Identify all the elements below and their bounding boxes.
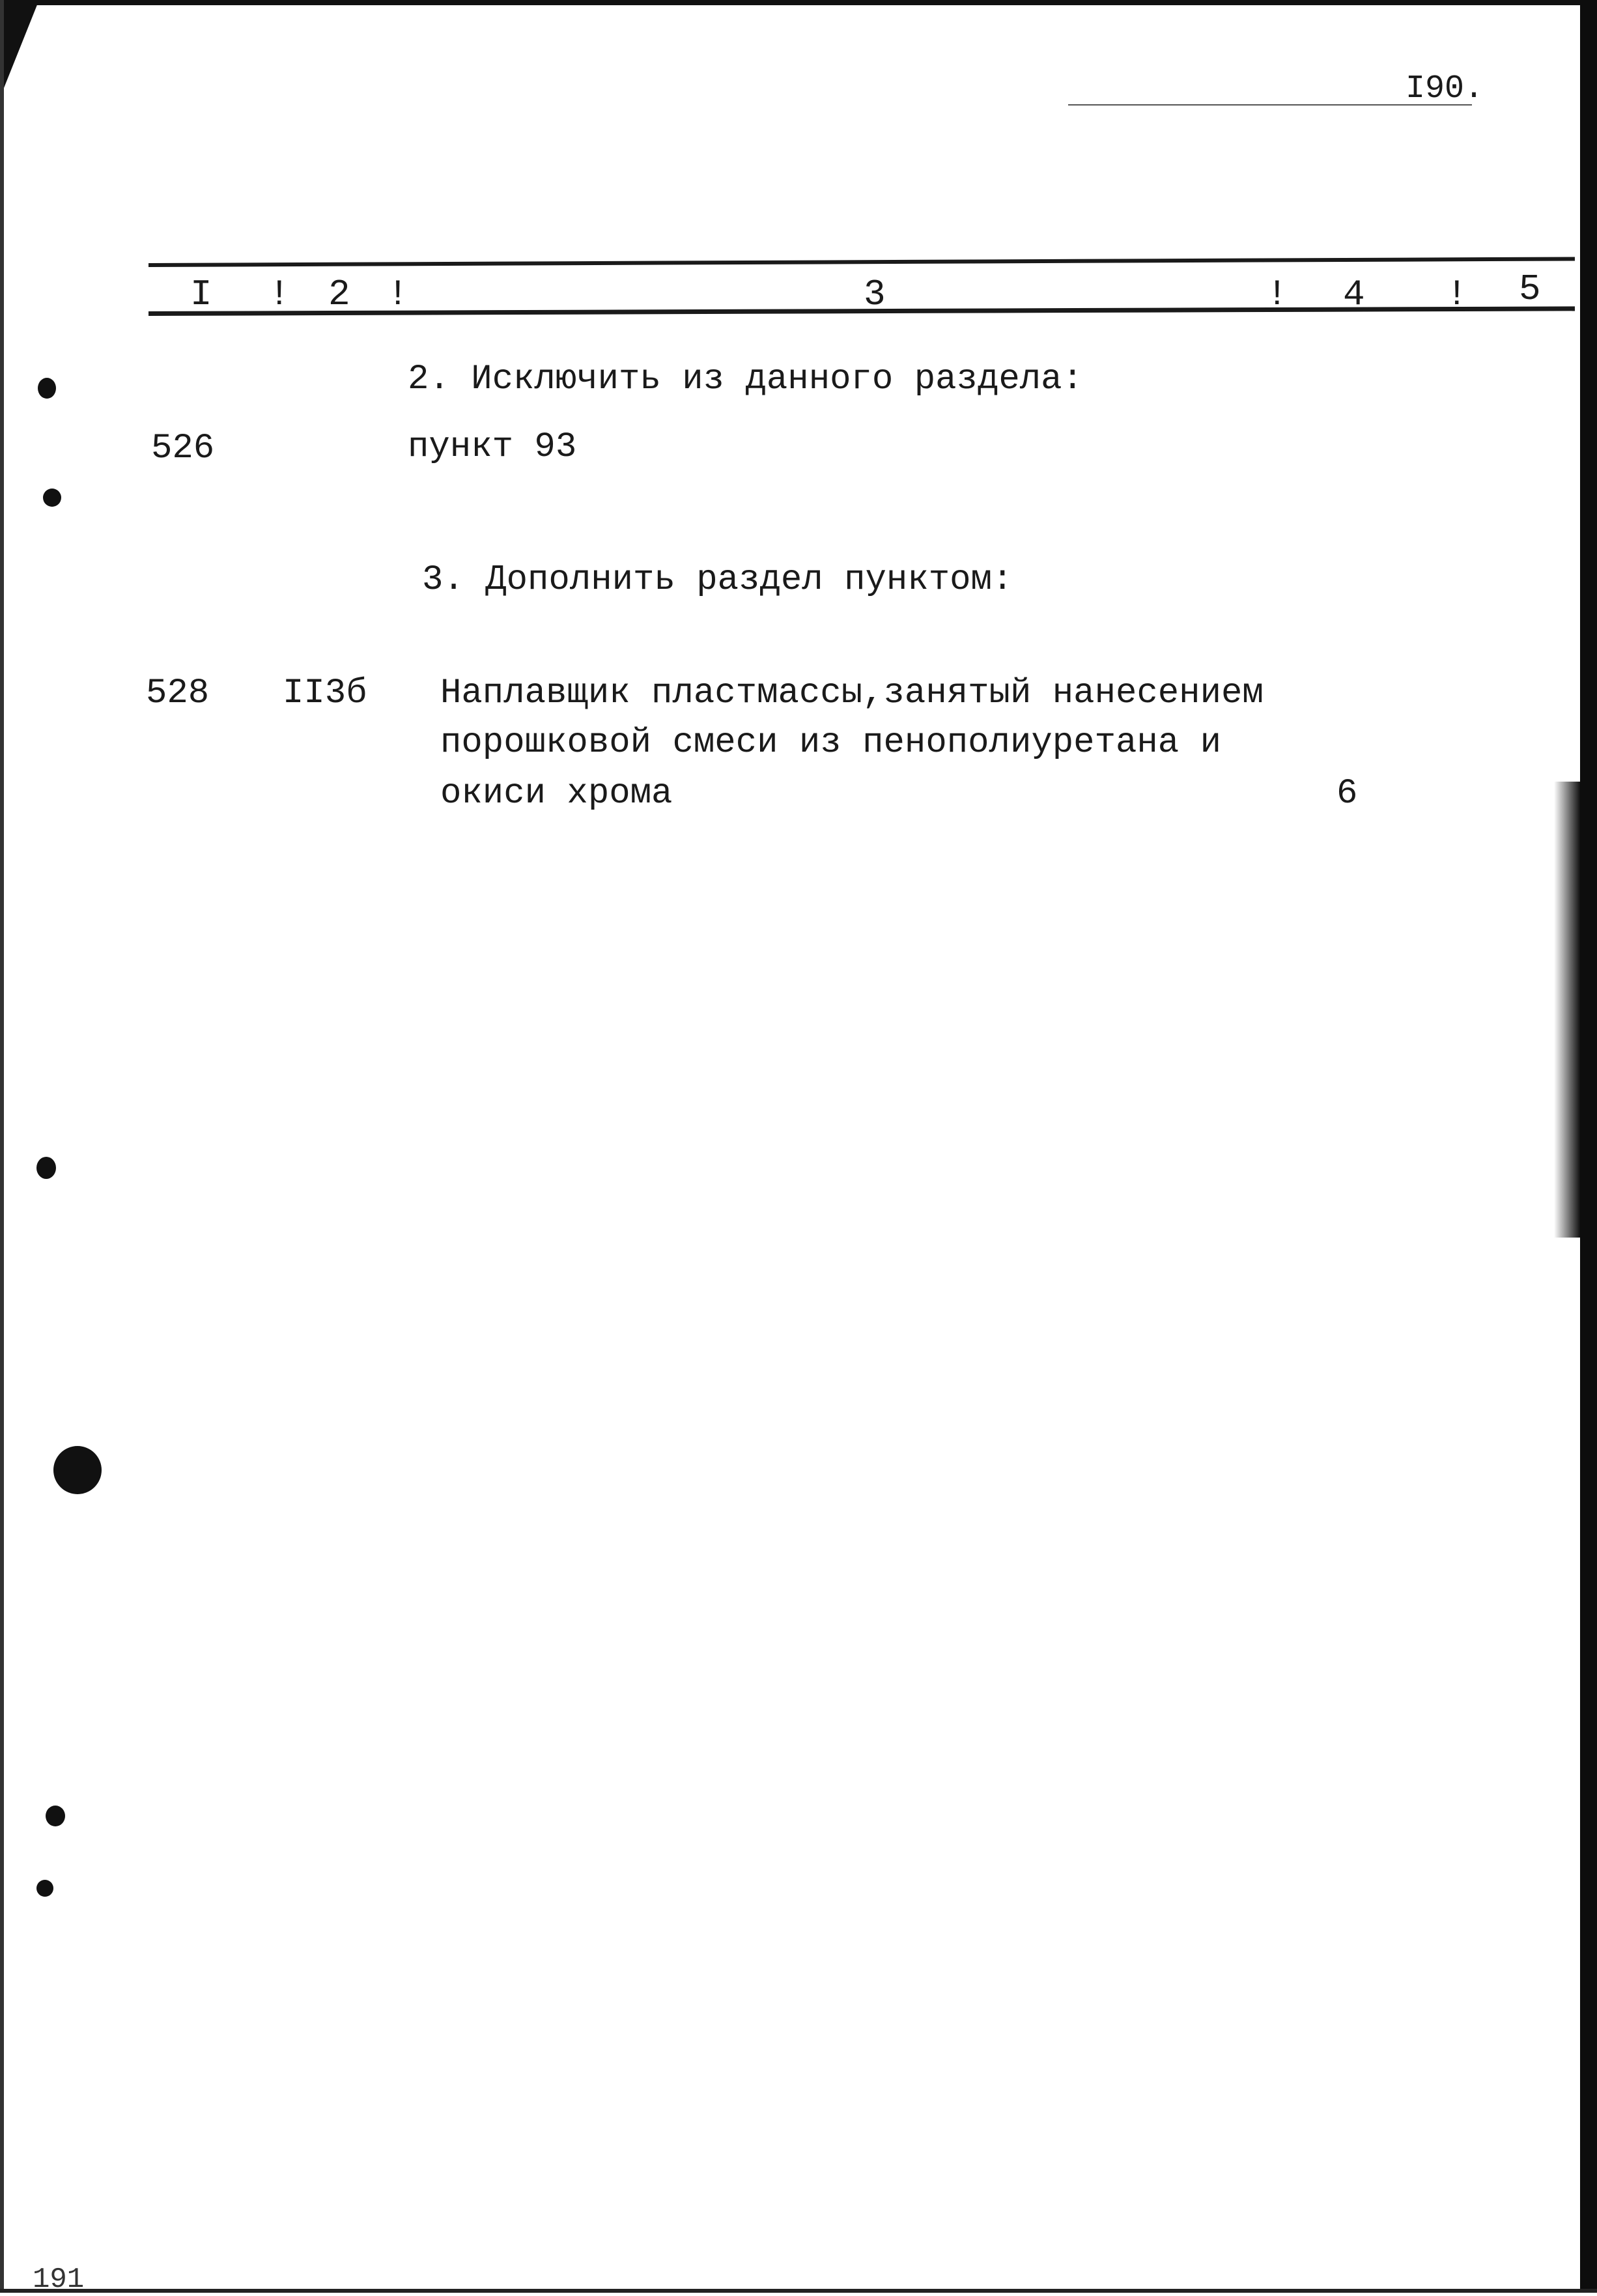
punch-hole [36, 1880, 53, 1897]
column-header-5: 5 [1519, 268, 1541, 310]
punch-hole [43, 489, 61, 507]
column-separator: ! [268, 274, 290, 315]
section-heading-exclude: 2. Исключить из данного раздела: [408, 360, 1083, 399]
row-number: 528 [146, 673, 210, 713]
row-number: 526 [151, 429, 215, 468]
scan-edge-left [0, 0, 4, 2293]
punch-hole [36, 1157, 56, 1179]
row-text-line: окиси хрома [440, 774, 673, 814]
row-value-col4: 6 [1336, 774, 1358, 814]
row-text-line: порошковой смеси из пенополиуретана и [440, 723, 1221, 763]
archive-sheet-mark: 191 [33, 2263, 85, 2296]
table-header-top-rule [148, 257, 1575, 267]
punch-hole [38, 378, 56, 399]
scan-corner-left [0, 0, 39, 98]
column-separator: ! [1446, 274, 1468, 315]
section-heading-add: 3. Дополнить раздел пунктом: [422, 560, 1013, 600]
row-text: пункт 93 [408, 427, 577, 467]
column-header-4: 4 [1343, 274, 1365, 315]
scan-edge-right [1580, 0, 1597, 2293]
page-number: I90. [1406, 70, 1484, 107]
punch-hole-large [53, 1446, 102, 1494]
column-header-3: 3 [864, 274, 886, 315]
scan-edge-top [0, 0, 1597, 5]
column-header-2: 2 [328, 274, 350, 315]
column-separator: ! [1266, 274, 1288, 315]
scan-shadow-right [1554, 782, 1580, 1238]
scan-edge-bottom [0, 2289, 1597, 2293]
row-code: II3б [283, 673, 367, 713]
punch-hole [46, 1806, 65, 1826]
row-text-line: Наплавщик пластмассы,занятый нанесением [440, 673, 1264, 713]
column-header-1: I [190, 274, 212, 315]
column-separator: ! [387, 274, 409, 315]
